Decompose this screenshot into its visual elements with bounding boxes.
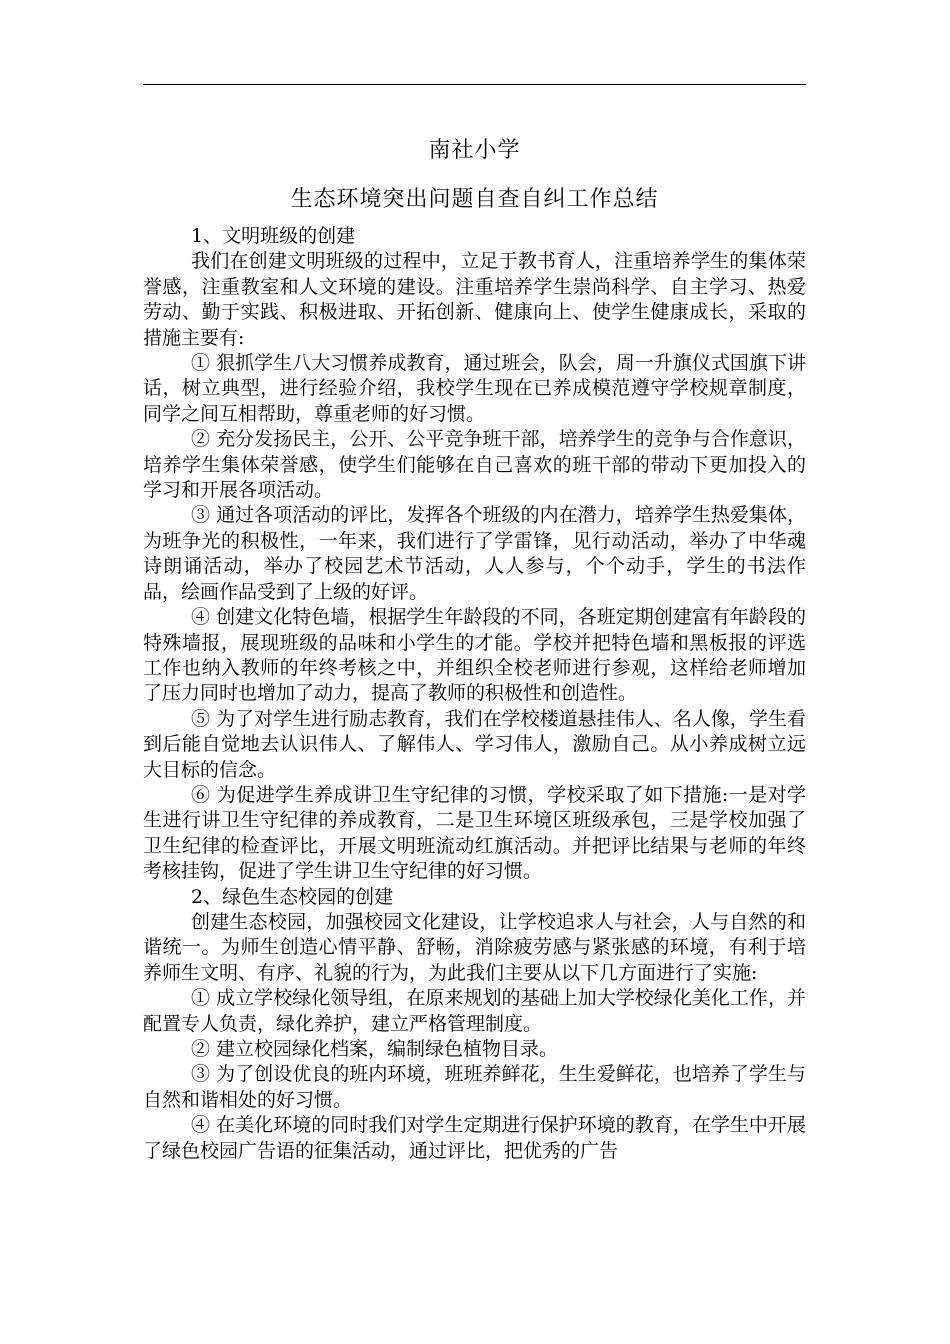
header-rule — [143, 84, 806, 85]
section-2-item-3: ③ 为了创设优良的班内环境，班班养鲜花，生生爱鲜花，也培养了学生与自然和谐相处的好习惯。 — [143, 1063, 806, 1111]
section-2-item-1: ① 成立学校绿化领导组，在原来规划的基础上加大学校绿化美化工作，并配置专人负责，绿化养护，建立严格管理制度。 — [143, 987, 806, 1035]
section-1-item-5: ⑤ 为了对学生进行励志教育，我们在学校楼道悬挂伟人、名人像，学生看到后能自觉地去认识伟人、了解伟人、学习伟人，激励自己。从小养成树立远大目标的信念。 — [143, 707, 806, 781]
section-2-intro: 创建生态校园，加强校园文化建设，让学校追求人与社会，人与自然的和谐统一。为师生创造心情平静、舒畅，消除疲劳感与紧张感的环境，有利于培养师生文明、有序、礼貌的行为，为此我们主要从以下几方面进行了实施: — [143, 910, 806, 984]
section-2-item-2: ② 建立校园绿化档案，编制绿色植物目录。 — [191, 1038, 559, 1060]
section-2-heading: 2、绿色生态校园的创建 — [191, 885, 394, 908]
school-name: 南社小学 — [428, 138, 521, 163]
section-2-item-4: ④ 在美化环境的同时我们对学生定期进行保护环境的教育，在学生中开展了绿色校园广告语的征集活动，通过评比，把优秀的广告 — [143, 1114, 806, 1162]
section-1-item-3: ③ 通过各项活动的评比，发挥各个班级的内在潜力，培养学生热爱集体，为班争光的积极性，一年来，我们进行了学雷锋，见行动活动，举办了中华魂诗朗诵活动，举办了校园艺术节活动，人人参与，个个动手，学生的书法作品，绘画作品受到了上级的好评。 — [143, 504, 806, 603]
section-1-item-2: ② 充分发扬民主，公开、公平竞争班干部，培养学生的竞争与合作意识，培养学生集体荣誉感，使学生们能够在自己喜欢的班干部的带动下更加投入的学习和开展各项活动。 — [143, 428, 806, 502]
section-1-intro: 我们在创建文明班级的过程中，立足于教书育人，注重培养学生的集体荣誉感，注重教室和人文环境的建设。注重培养学生崇尚科学、自主学习、热爱劳动、勤于实践、积极进取、开拓创新、健康向上、使学生健康成长，采取的措施主要有: — [143, 250, 806, 349]
document-body — [143, 224, 806, 1164]
section-1-heading: 1、文明班级的创建 — [191, 225, 356, 247]
section-1-item-4: ④ 创建文化特色墙，根据学生年龄段的不同，各班定期创建富有年龄段的特殊墙报，展现班级的品味和小学生的才能。学校并把特色墙和黑板报的评选工作也纳入教师的年终考核之中，并组织全校老师进行参观，这样给老师增加了压力同时也增加了动力，提高了教师的积极性和创造性。 — [143, 606, 806, 705]
section-1-item-6: ⑥ 为促进学生养成讲卫生守纪律的习惯，学校采取了如下措施:一是对学生进行讲卫生守纪律的养成教育，二是卫生环境区班级承包，三是学校加强了卫生纪律的检查评比，开展文明班流动红旗活动。并把评比结果与老师的年终考核挂钩，促进了学生讲卫生守纪律的好习惯。 — [143, 783, 806, 883]
section-1-item-1: ① 狠抓学生八大习惯养成教育，通过班会，队会，周一升旗仪式国旗下讲话，树立典型，进行经验介绍，我校学生现在已养成模范遵守学校规章制度，同学之间互相帮助，尊重老师的好习惯。 — [143, 352, 806, 425]
document-title: 生态环境突出问题自查自纠工作总结 — [290, 187, 659, 212]
